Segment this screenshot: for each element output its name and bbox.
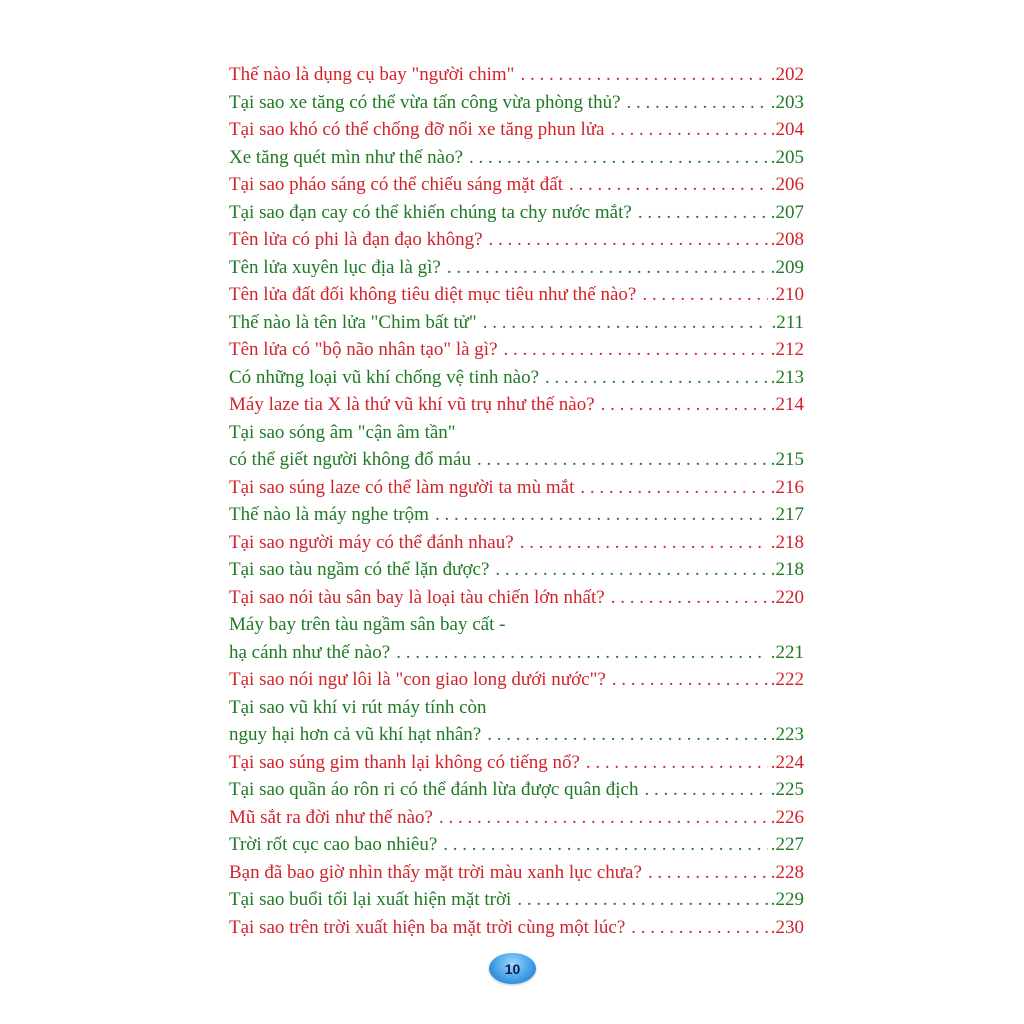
toc-entry-page: .230 — [770, 916, 804, 938]
dot-leader — [610, 116, 767, 144]
dot-leader — [631, 914, 767, 942]
toc-entry-title: Tại sao xe tăng có thể vừa tấn công vừa phòng thủ? — [229, 91, 621, 113]
dot-leader — [443, 831, 767, 859]
toc-entry-page: .205 — [770, 146, 804, 168]
toc-entry-title: hạ cánh như thế nào? — [229, 641, 391, 663]
toc-entry-page: .208 — [770, 229, 804, 250]
toc-entry-title: Có những loại vũ khí chống vệ tinh nào? — [229, 366, 540, 388]
toc-entry-page: .212 — [770, 339, 804, 360]
toc-entry — [229, 804, 804, 832]
toc-entry-page: .214 — [770, 394, 804, 415]
toc-entry — [229, 391, 804, 419]
toc-entry-page: .221 — [770, 641, 804, 663]
toc-entry-title: nguy hại hơn cả vũ khí hạt nhân? — [229, 724, 482, 745]
dot-leader — [477, 446, 768, 474]
dot-leader — [586, 749, 768, 777]
toc-entry-title: Tại sao đạn cay có thể khiến chúng ta chy nước mắt? — [229, 201, 632, 223]
dot-leader — [439, 804, 768, 832]
dot-leader — [517, 886, 767, 914]
dot-leader — [504, 336, 768, 364]
toc-entry-page: .202 — [770, 64, 804, 85]
toc-entry — [229, 639, 804, 667]
toc-entry — [229, 556, 804, 584]
toc-entry — [229, 281, 804, 309]
toc-entry — [229, 611, 804, 639]
toc-entry — [229, 886, 804, 914]
toc-entry-page: .229 — [770, 889, 804, 910]
toc-entry-title: có thể giết người không đổ máu — [229, 449, 471, 470]
toc-entry-title: Thế nào là dụng cụ bay "người chim" — [229, 64, 515, 85]
toc-entry-page: .215 — [770, 449, 804, 470]
toc-entry — [229, 914, 804, 942]
toc-entry — [229, 474, 804, 502]
toc-entry-page: .216 — [770, 476, 804, 498]
toc-entry-page: .210 — [770, 284, 804, 305]
dot-leader — [644, 776, 767, 804]
dot-leader — [612, 666, 768, 694]
toc-entry — [229, 666, 804, 694]
toc-entry-page: .217 — [770, 504, 804, 525]
page-number: 10 — [504, 960, 521, 977]
dot-leader — [569, 171, 768, 199]
toc-entry — [229, 199, 804, 227]
toc-entry-title: Bạn đã bao giờ nhìn thấy mặt trời màu xanh lục chưa? — [229, 861, 642, 883]
toc-entry-title: Tên lửa xuyên lục địa là gì? — [229, 256, 441, 278]
toc-entry-page: .206 — [770, 174, 804, 195]
toc-entry-title: Tên lửa đất đối không tiêu diệt mục tiêu như thế nào? — [229, 284, 637, 305]
toc-entry-title: Tại sao súng laze có thể làm người ta mù mắt — [229, 476, 575, 498]
toc-entry-page: .225 — [770, 779, 804, 800]
dot-leader — [545, 364, 768, 392]
toc-entry — [229, 116, 804, 144]
toc-entry-title: Mũ sắt ra đời như thế nào? — [229, 806, 433, 828]
toc-entry-page: .213 — [770, 366, 804, 388]
toc-entry — [229, 859, 804, 887]
toc-entry — [229, 171, 804, 199]
toc-entry — [229, 226, 804, 254]
toc-entry — [229, 89, 804, 117]
toc-entry — [229, 776, 804, 804]
toc-entry-page: .204 — [770, 119, 804, 140]
toc-entry-title: Tại sao buổi tối lại xuất hiện mặt trời — [229, 889, 512, 910]
toc-entry-title: Trời rốt cục cao bao nhiêu? — [229, 834, 438, 855]
toc-entry-title: Tại sao trên trời xuất hiện ba mặt trời cùng một lúc? — [229, 916, 626, 938]
page-number-badge — [489, 953, 536, 984]
toc-entry — [229, 419, 804, 447]
toc-entry-title: Tại sao khó có thể chống đỡ nổi xe tăng phun lửa — [229, 119, 605, 140]
dot-leader — [487, 721, 768, 749]
dot-leader — [520, 61, 767, 89]
toc-entry — [229, 694, 804, 722]
toc-entry-title: Máy laze tia X là thứ vũ khí vũ trụ như thế nào? — [229, 394, 595, 415]
toc-entry — [229, 501, 804, 529]
toc-entry-title: Tên lửa có "bộ não nhân tạo" là gì? — [229, 339, 498, 360]
toc-entry-title: Xe tăng quét mìn như thế nào? — [229, 146, 464, 168]
toc-entry-page: .207 — [770, 201, 804, 223]
dot-leader — [638, 199, 768, 227]
dot-leader — [642, 281, 767, 309]
toc-entry-page: .203 — [770, 91, 804, 113]
toc-entry — [229, 749, 804, 777]
toc-entry-page: .211 — [771, 311, 804, 333]
toc-entry-title: Tại sao quần áo rôn ri có thể đánh lừa được quân địch — [229, 779, 639, 800]
toc-entry-title: Tại sao pháo sáng có thể chiếu sáng mặt đất — [229, 174, 563, 195]
dot-leader — [447, 254, 768, 282]
toc-entry-page: .228 — [770, 861, 804, 883]
toc-entry — [229, 529, 804, 557]
dot-leader — [648, 859, 768, 887]
toc-entry-title: Tại sao vũ khí vi rút máy tính còn — [229, 696, 487, 718]
toc-entry — [229, 364, 804, 392]
toc-entry-page: .224 — [770, 751, 804, 773]
toc-entry-page: .209 — [770, 256, 804, 278]
toc-entry-title: Máy bay trên tàu ngầm sân bay cất - — [229, 614, 506, 635]
dot-leader — [611, 584, 768, 612]
toc-entry-page: .227 — [770, 834, 804, 855]
toc-entry-page: .220 — [770, 586, 804, 608]
toc-entry-title: Tại sao sóng âm "cận âm tần" — [229, 421, 456, 443]
dot-leader — [495, 556, 767, 584]
toc-entry-page: .218 — [770, 559, 804, 580]
toc-entry-title: Tại sao tàu ngầm có thể lặn được? — [229, 559, 490, 580]
dot-leader — [601, 391, 768, 419]
toc-entry — [229, 144, 804, 172]
dot-leader — [483, 309, 769, 337]
toc-entry-title: Tại sao súng gim thanh lại không có tiếng nổ? — [229, 751, 580, 773]
toc-entry — [229, 254, 804, 282]
toc-entry-page: .218 — [770, 531, 804, 553]
dot-leader — [396, 639, 768, 667]
toc-entry-title: Tên lửa có phi là đạn đạo không? — [229, 229, 483, 250]
dot-leader — [469, 144, 768, 172]
toc-entry — [229, 831, 804, 859]
toc-entry — [229, 336, 804, 364]
dot-leader — [435, 501, 768, 529]
toc-entry — [229, 446, 804, 474]
toc-entry-title: Tại sao nói ngư lôi là "con giao long dưới nước"? — [229, 669, 606, 690]
toc-entry — [229, 721, 804, 749]
toc-entry-page: .222 — [770, 669, 804, 690]
toc-entry — [229, 61, 804, 89]
toc-entry — [229, 584, 804, 612]
toc-entry-title: Tại sao người máy có thể đánh nhau? — [229, 531, 514, 553]
toc-entry-page: .226 — [770, 806, 804, 828]
toc-entry-title: Tại sao nói tàu sân bay là loại tàu chiến lớn nhất? — [229, 586, 605, 608]
dot-leader — [520, 529, 768, 557]
table-of-contents — [229, 61, 804, 941]
dot-leader — [580, 474, 767, 502]
toc-entry-page: .223 — [770, 724, 804, 745]
toc-entry — [229, 309, 804, 337]
toc-entry-title: Thế nào là máy nghe trộm — [229, 504, 429, 525]
toc-entry-title: Thế nào là tên lửa "Chim bất tử" — [229, 311, 477, 333]
dot-leader — [627, 89, 768, 117]
dot-leader — [489, 226, 768, 254]
